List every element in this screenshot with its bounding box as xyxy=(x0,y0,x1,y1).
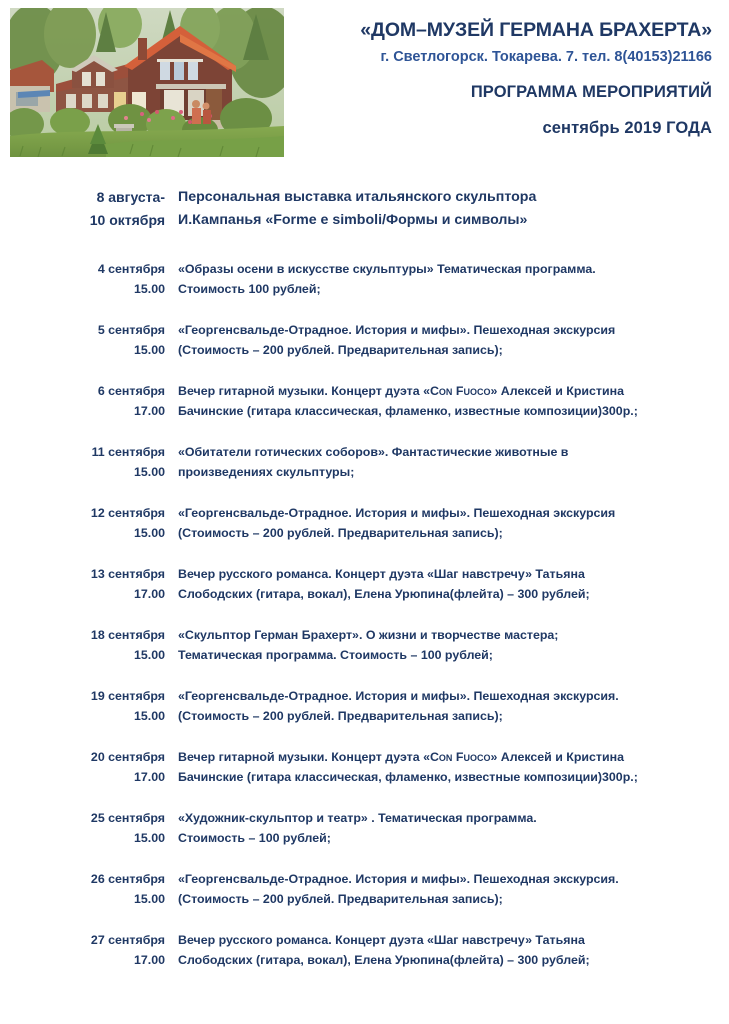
program-row-description-line2: произведениях скульптуры; xyxy=(178,464,355,479)
program-row-date xyxy=(20,565,165,604)
program-row-description-line2: Бачинские (гитара классическая, фламенко, известные композиции)300р.; xyxy=(178,403,638,418)
program-row-date-line1: 12 сентября xyxy=(90,506,165,520)
program-row-date xyxy=(20,382,165,421)
program-row-date xyxy=(20,260,165,299)
program-row-description xyxy=(178,260,706,299)
program-row-date-line1: 8 августа- xyxy=(96,189,165,205)
program-row-description xyxy=(178,382,706,421)
program-row-date-line1: 11 сентября xyxy=(91,445,165,459)
program-row-date-line2: 15.00 xyxy=(133,830,165,845)
program-row-description-line2: Тематическая программа. Стоимость – 100 рублей; xyxy=(178,647,493,662)
program-row-date xyxy=(20,626,165,665)
program-row xyxy=(0,321,729,360)
museum-house-artwork xyxy=(10,8,284,157)
program-row-date xyxy=(20,870,165,909)
program-row xyxy=(0,687,729,726)
program-row-description xyxy=(178,186,706,232)
program-row-description xyxy=(178,809,706,848)
program-row-date xyxy=(20,321,165,360)
program-row-description-line1: Вечер русского романса. Концерт дуэта «Шаг навстречу» Татьяна xyxy=(178,567,585,581)
program-row-description-line1: Вечер гитарной музыки. Концерт дуэта «Con Fuoco» Алексей и Кристина xyxy=(178,750,624,764)
museum-address: г. Светлогорск. Токарева. 7. тел. 8(40153)21166 xyxy=(380,49,712,66)
program-row-description-line2: Стоимость – 100 рублей; xyxy=(178,830,331,845)
program-row-description xyxy=(178,931,706,970)
program-row-description-line1: «Георгенсвальде-Отрадное. История и мифы». Пешеходная экскурсия xyxy=(178,506,616,520)
program-row-date-line2: 15.00 xyxy=(133,342,165,357)
program-list xyxy=(0,186,729,992)
program-row-description-line2: (Стоимость – 200 рублей. Предварительная запись); xyxy=(178,708,503,723)
program-row-date xyxy=(20,443,165,482)
program-row-description-line1: «Георгенсвальде-Отрадное. История и мифы». Пешеходная экскурсия. xyxy=(178,872,619,886)
program-row-description-line1: Вечер гитарной музыки. Концерт дуэта «Con Fuoco» Алексей и Кристина xyxy=(178,384,624,398)
program-row-description-line1: «Скульптор Герман Брахерт». О жизни и творчестве мастера; xyxy=(178,628,559,642)
program-row-date-line2: 17.00 xyxy=(133,403,165,418)
program-row-date-line2: 15.00 xyxy=(133,647,165,662)
program-row-description xyxy=(178,748,706,787)
program-row-date-line2: 17.00 xyxy=(133,952,165,967)
program-row-date-line2: 15.00 xyxy=(133,708,165,723)
document-header xyxy=(0,0,729,168)
program-row xyxy=(0,870,729,909)
program-row-description-line1: «Образы осени в искусстве скульптуры» Тематическая программа. xyxy=(178,262,596,276)
program-row-description-line2: (Стоимость – 200 рублей. Предварительная запись); xyxy=(178,891,503,906)
program-row-description xyxy=(178,565,706,604)
program-row-date-line1: 4 сентября xyxy=(97,262,165,276)
program-row-date-line1: 19 сентября xyxy=(90,689,165,703)
program-row-date-line1: 20 сентября xyxy=(90,750,165,764)
program-row-date xyxy=(20,504,165,543)
program-row-date-line2: 17.00 xyxy=(133,586,165,601)
program-row-description-line2: (Стоимость – 200 рублей. Предварительная запись); xyxy=(178,525,503,540)
program-row-date-line2: 15.00 xyxy=(133,464,165,479)
program-row xyxy=(0,626,729,665)
program-row-date-line2: 15.00 xyxy=(133,281,165,296)
program-row-description-line1: «Обитатели готических соборов». Фантастические животные в xyxy=(178,445,569,459)
program-row-description xyxy=(178,626,706,665)
program-row-date-line1: 27 сентября xyxy=(90,933,165,947)
program-row xyxy=(0,748,729,787)
program-row-description-line2: Слободских (гитара, вокал), Елена Урюпина(флейта) – 300 рублей; xyxy=(178,952,590,967)
program-row-date-line2: 15.00 xyxy=(133,525,165,540)
program-row xyxy=(0,382,729,421)
program-month: сентябрь 2019 ГОДА xyxy=(542,118,712,137)
program-row-date xyxy=(20,186,165,232)
program-row-date-line1: 13 сентября xyxy=(90,567,165,581)
program-row xyxy=(0,186,729,232)
program-row-date xyxy=(20,931,165,970)
program-row-description xyxy=(178,321,706,360)
program-row-description-line2: И.Кампанья «Forme e simboli/Формы и символы» xyxy=(178,212,528,228)
program-row-description-line2: Стоимость 100 рублей; xyxy=(178,281,321,296)
program-row-date-line2: 10 октября xyxy=(89,212,165,228)
program-row-description xyxy=(178,443,706,482)
program-row-date-line1: 25 сентября xyxy=(90,811,165,825)
program-row-description-line1: «Художник-скульптор и театр» . Тематическая программа. xyxy=(178,811,537,825)
program-row-description xyxy=(178,504,706,543)
program-row-date-line2: 17.00 xyxy=(133,769,165,784)
program-row-description-line2: (Стоимость – 200 рублей. Предварительная запись); xyxy=(178,342,503,357)
program-row-date xyxy=(20,687,165,726)
program-row xyxy=(0,260,729,299)
program-row-description-line1: Вечер русского романса. Концерт дуэта «Шаг навстречу» Татьяна xyxy=(178,933,585,947)
program-row xyxy=(0,931,729,970)
program-row-description-line1: «Георгенсвальде-Отрадное. История и мифы». Пешеходная экскурсия xyxy=(178,323,616,337)
program-row-date-line1: 26 сентября xyxy=(90,872,165,886)
program-row-description xyxy=(178,687,706,726)
program-row-description xyxy=(178,870,706,909)
program-row-description-line2: Слободских (гитара, вокал), Елена Урюпина(флейта) – 300 рублей; xyxy=(178,586,590,601)
program-row-date-line2: 15.00 xyxy=(133,891,165,906)
program-row-date xyxy=(20,748,165,787)
program-row-date-line1: 6 сентября xyxy=(97,384,165,398)
program-row-date xyxy=(20,809,165,848)
program-row xyxy=(0,504,729,543)
program-row-date-line1: 5 сентября xyxy=(97,323,165,337)
program-row xyxy=(0,809,729,848)
program-title: ПРОГРАММА МЕРОПРИЯТИЙ xyxy=(470,83,712,102)
program-row xyxy=(0,443,729,482)
museum-title: «ДОМ–МУЗЕЙ ГЕРМАНА БРАХЕРТА» xyxy=(360,19,712,41)
program-row xyxy=(0,565,729,604)
program-row-description-line2: Бачинские (гитара классическая, фламенко, известные композиции)300р.; xyxy=(178,769,638,784)
header-text-block xyxy=(292,18,712,139)
program-row-date-line1: 18 сентября xyxy=(90,628,165,642)
program-row-description-line1: «Георгенсвальде-Отрадное. История и мифы». Пешеходная экскурсия. xyxy=(178,689,619,703)
program-row-description-line1: Персональная выставка итальянского скульптора xyxy=(178,189,537,205)
